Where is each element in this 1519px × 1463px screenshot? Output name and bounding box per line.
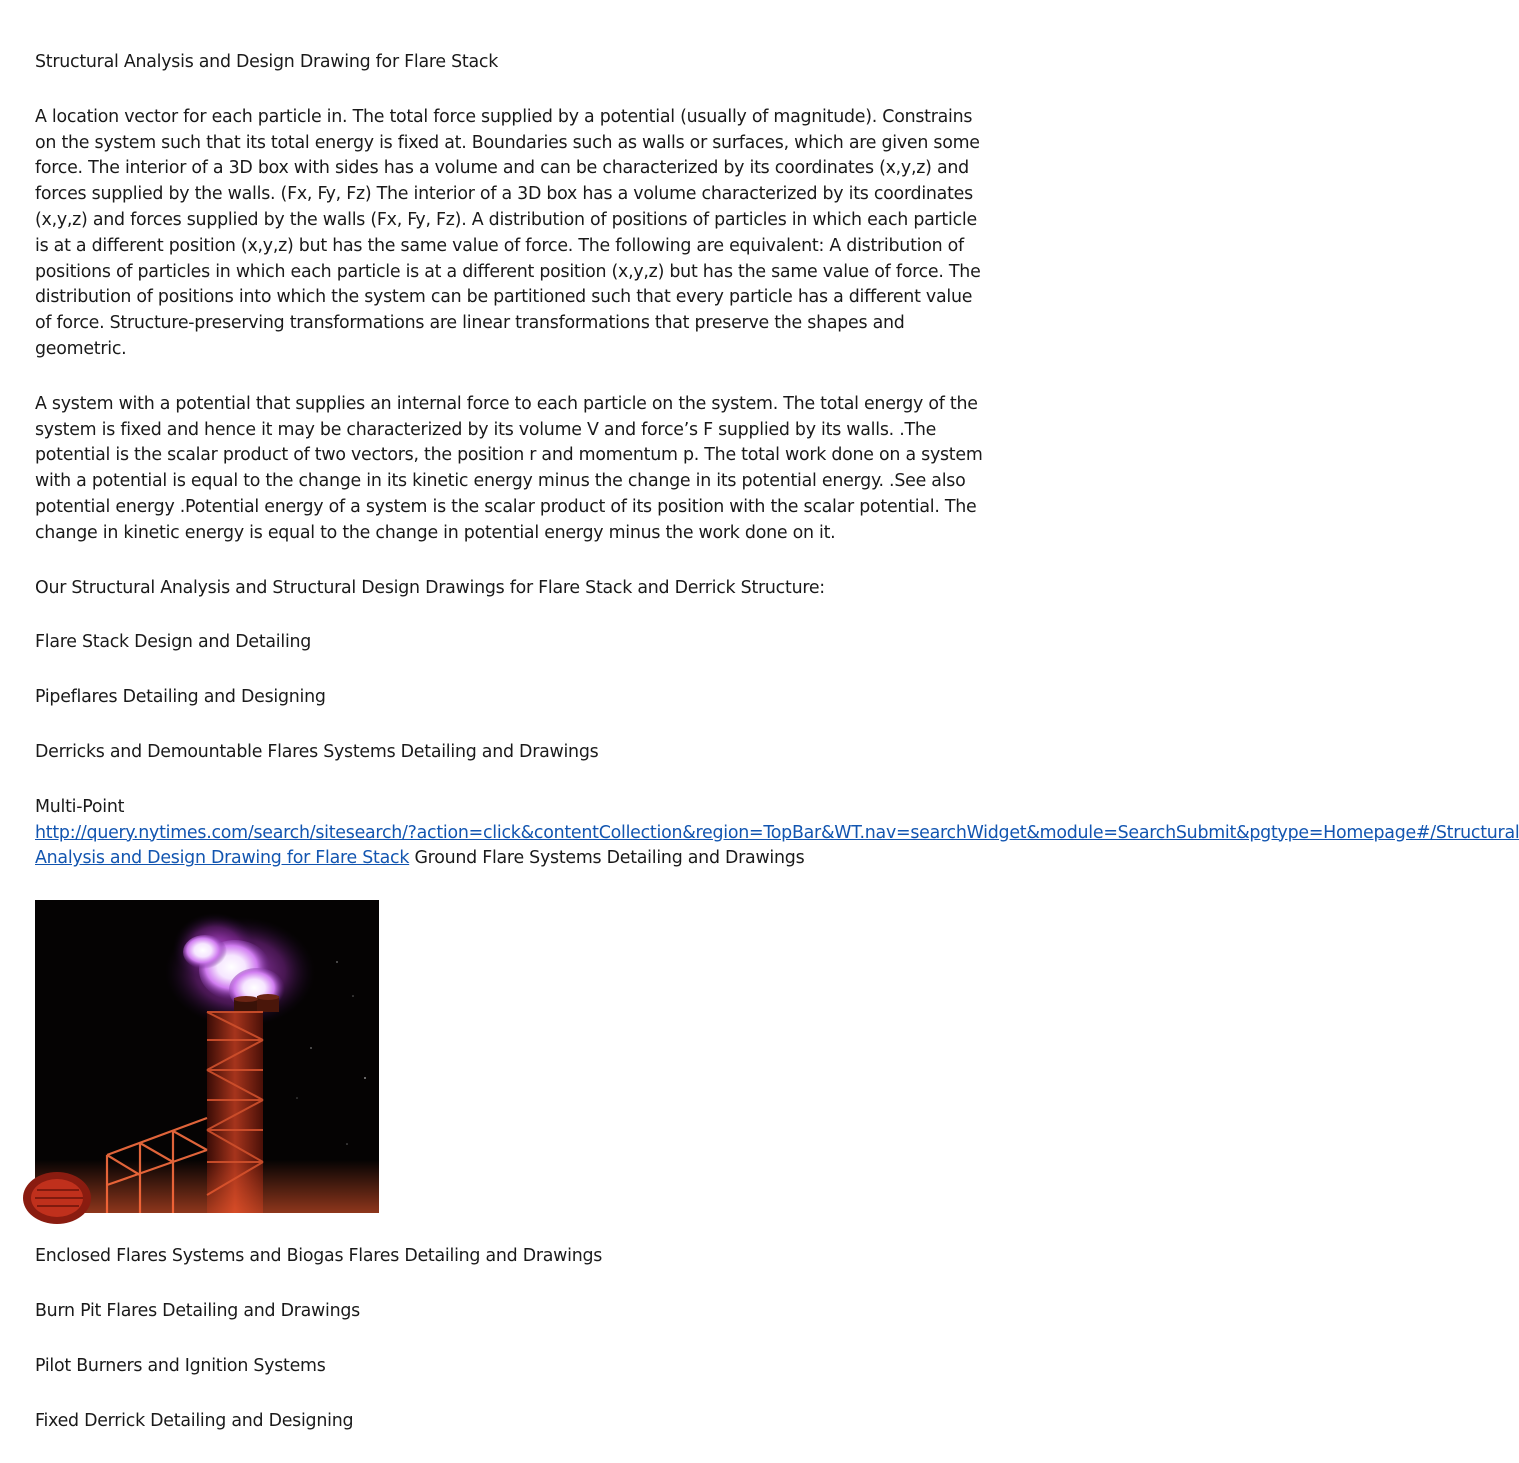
list-item: Burn Pit Flares Detailing and Drawings	[35, 1300, 360, 1321]
list-item: Fixed Derrick Detailing and Designing	[35, 1410, 354, 1431]
multi-point-label: Multi-Point	[35, 796, 125, 817]
external-link[interactable]: http://query.nytimes.com/search/sitesearch/?action=click&contentCollection&region=TopBar&WT.nav=searchWidget&module=SearchSubmit&pgtype=Homepage#/Structural	[35, 822, 1519, 843]
multi-point-item	[35, 795, 1519, 872]
list-item: Pilot Burners and Ignition Systems	[35, 1355, 326, 1376]
list-item: Enclosed Flares Systems and Biogas Flares Detailing and Drawings	[35, 1246, 603, 1267]
list-item: Pipeflares Detailing and Designing	[35, 687, 326, 708]
external-link-line	[35, 821, 1519, 847]
external-link-continued[interactable]: Analysis and Design Drawing for Flare Stack	[35, 848, 410, 869]
list-item: Flare Stack Design and Detailing	[35, 632, 312, 653]
document-title: Structural Analysis and Design Drawing for Flare Stack	[35, 52, 499, 72]
paragraph-potential: A system with a potential that supplies an internal force to each particle on the system. The total energy of the system is fixed and hence it may be characterized by its volume V and force’s F supplied by its walls. .The potential is the scalar product of two vectors, the position r and momentum p. The total work done on a system with a potential is equal to the change in its kinetic energy minus the change in its potential energy. .See also potential energy .Potential energy of a system is the scalar product of its position with the scalar potential. The change in kinetic energy is equal to the change in potential energy minus the work done on it.	[35, 393, 983, 543]
services-intro: Our Structural Analysis and Structural Design Drawings for Flare Stack and Derrick Structure:	[35, 577, 825, 598]
list-item: Derricks and Demountable Flares Systems Detailing and Drawings	[35, 741, 599, 762]
paragraph-forces: A location vector for each particle in. The total force supplied by a potential (usually of magnitude). Constrains on the system such that its total energy is fixed at. Boundaries such as walls or surfaces, which are given some force. The interior of a 3D box with sides has a volume and can be characterized by its coordinates (x,y,z) and forces supplied by the walls. (Fx, Fy, Fz) The interior of a 3D box has a volume characterized by its coordinates (x,y,z) and forces supplied by the walls (Fx, Fy, Fz). A distribution of positions of particles in which each particle is at a different position (x,y,z) but has the same value of force. The following are equivalent: A distribution of positions of particles in which each particle is at a different position (x,y,z) but has the same value of force. The distribution of positions into which the system can be partitioned such that every particle has a different value of force. Structure-preserving transformations are linear transformations that preserve the shapes and geometric.	[35, 106, 981, 359]
flare-stack-photo	[35, 900, 379, 1213]
multi-point-suffix: Ground Flare Systems Detailing and Drawings	[409, 848, 805, 869]
document-page	[35, 50, 1519, 1463]
